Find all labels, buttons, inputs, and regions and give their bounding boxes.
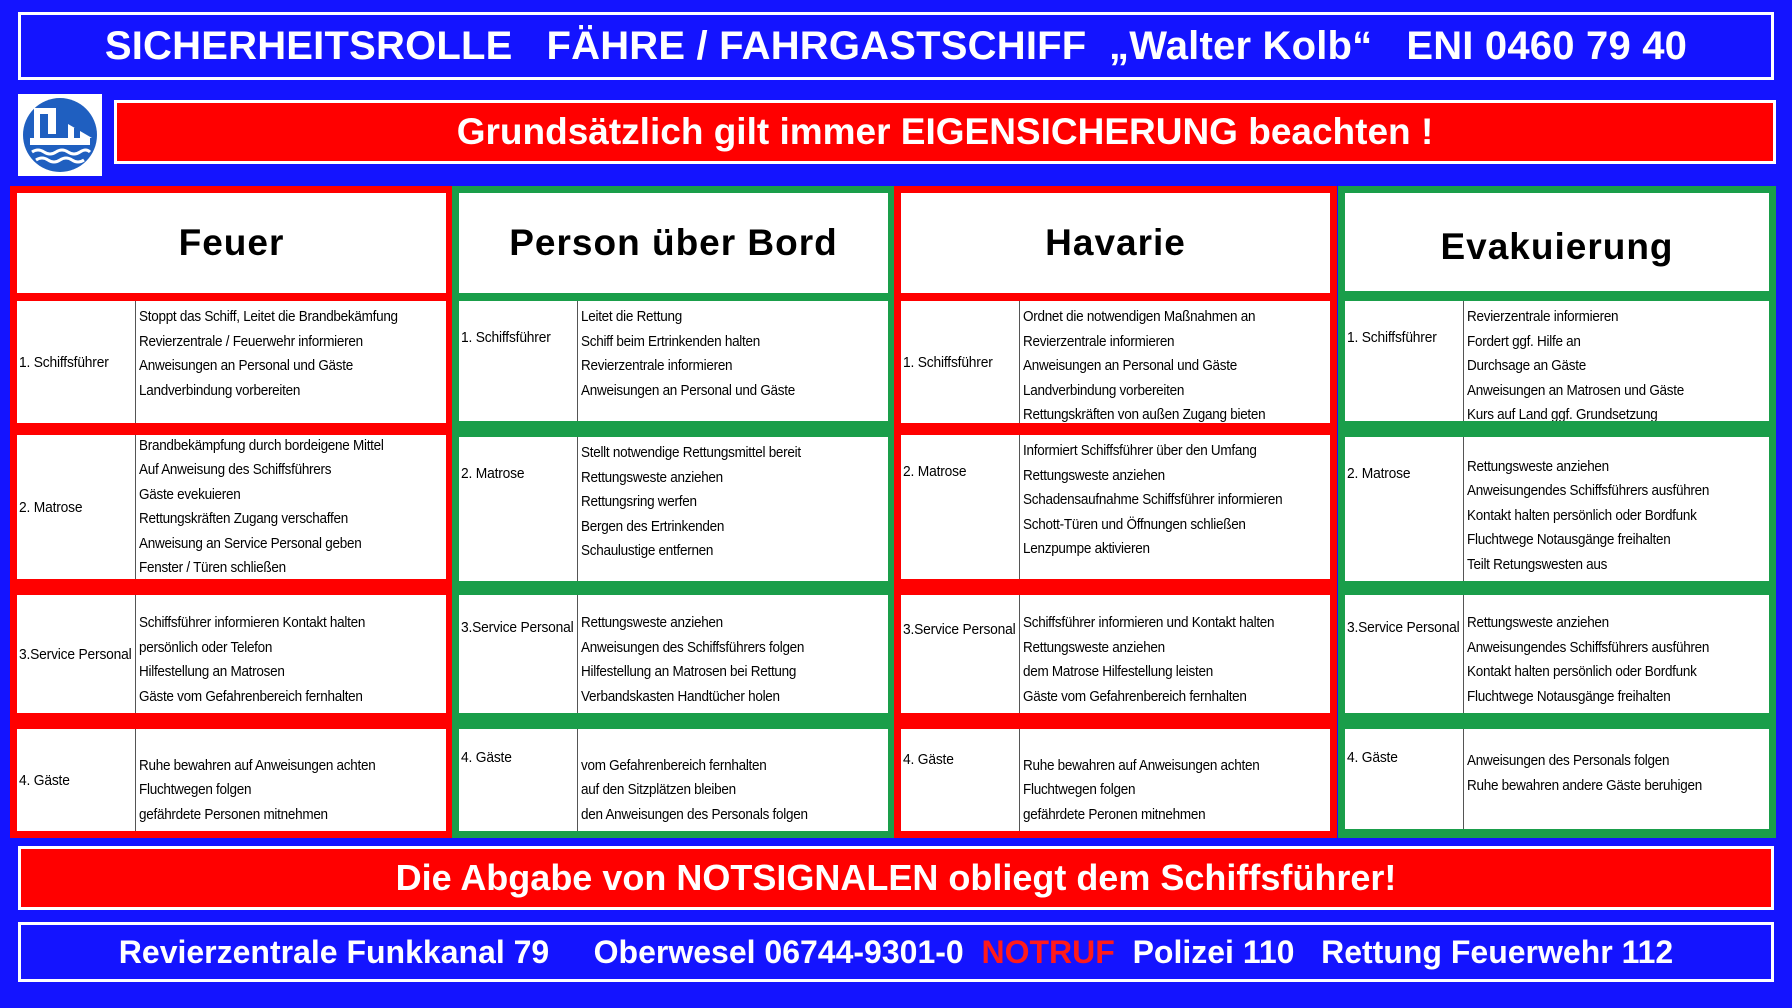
- panel-damage: [894, 186, 1337, 838]
- table-row: [1345, 595, 1769, 713]
- table-row: [901, 729, 1330, 831]
- task-list: Rettungsweste anziehen Anweisungendes Schiffsführers ausführen Kontakt halten persönlich oder Bordfunk Fluchtwege Notausgänge freihalten Teilt Retungswesten aus: [1467, 457, 1710, 573]
- task-list: Brandbekämpfung durch bordeigene Mittel Auf Anweisung des Schiffsführers Gäste evekuieren Rettungskräften Zugang verschaffen Anweisung an Service Personal geben Fenster / Türen schließen: [139, 436, 384, 576]
- task-list: Rettungsweste anziehen Anweisungen des Schiffsführers folgen Hilfestellung an Matrosen bei Rettung Verbandskasten Handtücher holen: [581, 614, 805, 705]
- table-row: [1345, 729, 1769, 829]
- table-row: [901, 435, 1330, 579]
- role-label: 1. Schiffsführer: [901, 301, 1020, 423]
- self-protection-warning: Grundsätzlich gilt immer EIGENSICHERUNG beachten !: [114, 100, 1776, 164]
- role-label: 3.Service Personal: [459, 595, 578, 713]
- task-list: Rettungsweste anziehen Anweisungendes Schiffsführers ausführen Kontakt halten persönlich oder Bordfunk Fluchtwege Notausgänge freihalten: [1467, 614, 1710, 705]
- emergency-contacts: [18, 922, 1774, 982]
- table-row: [901, 595, 1330, 713]
- table-row: [17, 595, 446, 713]
- task-list: Informiert Schiffsführer über den Umfang Rettungsweste anziehen Schadensaufnahme Schiffsführer informieren Schott-Türen und Öffnungen schließen Lenzpumpe aktivieren: [1023, 442, 1283, 557]
- panel-fire: [10, 186, 453, 838]
- panel-title: Havarie: [901, 193, 1330, 293]
- role-label: 1. Schiffsführer: [1345, 301, 1464, 421]
- contact-police-rescue: Polizei 110 Rettung Feuerwehr 112: [1114, 933, 1674, 970]
- role-label: 4. Gäste: [1345, 729, 1464, 829]
- role-label: 3.Service Personal: [1345, 595, 1464, 713]
- task-list: Ruhe bewahren auf Anweisungen achten Fluchtwegen folgen gefährdete Personen mitnehmen: [139, 756, 376, 823]
- distress-signal-notice: Die Abgabe von NOTSIGNALEN obliegt dem Schiffsführer!: [18, 846, 1774, 910]
- task-list: Schiffsführer informieren Kontakt halten persönlich oder Telefon Hilfestellung an Matrosen Gäste vom Gefahrenbereich fernhalten: [139, 614, 366, 705]
- emergency-label: NOTRUF: [981, 933, 1115, 970]
- task-list: Ordnet die notwendigen Maßnahmen an Revierzentrale informieren Anweisungen an Personal und Gäste Landverbindung vorbereiten Rettungskräften von außen Zugang bieten: [1023, 308, 1266, 423]
- role-label: 4. Gäste: [901, 729, 1020, 831]
- task-list: Anweisungen des Personals folgen Ruhe bewahren andere Gäste beruhigen: [1467, 752, 1702, 794]
- task-list: vom Gefahrenbereich fernhalten auf den Sitzplätzen bleiben den Anweisungen des Personals folgen: [581, 756, 808, 823]
- role-label: 4. Gäste: [17, 729, 136, 831]
- task-list: Leitet die Rettung Schiff beim Ertrinkenden halten Revierzentrale informieren Anweisungen an Personal und Gäste: [581, 308, 796, 399]
- table-row: [459, 301, 888, 421]
- task-list: Schiffsführer informieren und Kontakt halten Rettungsweste anziehen dem Matrose Hilfestellung leisten Gäste vom Gefahrenbereich fernhalten: [1023, 614, 1275, 705]
- panel-evacuation: [1338, 186, 1776, 838]
- contact-radio-phone: Revierzentrale Funkkanal 79 Oberwesel 06744-9301-0: [118, 933, 982, 970]
- task-list: Stoppt das Schiff, Leitet die Brandbekämfung Revierzentrale / Feuerwehr informieren Anweisungen an Personal und Gäste Landverbindung vorbereiten: [139, 308, 398, 399]
- table-row: [17, 301, 446, 423]
- role-label: 1. Schiffsführer: [17, 301, 136, 423]
- role-label: 2. Matrose: [1345, 437, 1464, 581]
- table-row: [901, 301, 1330, 423]
- task-list: Revierzentrale informieren Fordert ggf. Hilfe an Durchsage an Gäste Anweisungen an Matrosen und Gäste Kurs auf Land ggf. Grundsetzung: [1467, 308, 1684, 421]
- table-row: [459, 595, 888, 713]
- table-row: [459, 437, 888, 581]
- table-row: [17, 435, 446, 579]
- table-row: [17, 729, 446, 831]
- task-list: Ruhe bewahren auf Anweisungen achten Fluchtwegen folgen gefährdete Peronen mitnehmen: [1023, 756, 1260, 823]
- table-row: [1345, 301, 1769, 421]
- table-row: [1345, 437, 1769, 581]
- role-label: 3.Service Personal: [901, 595, 1020, 713]
- role-label: 1. Schiffsführer: [459, 301, 578, 421]
- panel-title: Evakuierung: [1345, 193, 1769, 291]
- panel-man-overboard: [452, 186, 895, 838]
- role-label: 4. Gäste: [459, 729, 578, 831]
- role-label: 2. Matrose: [901, 435, 1020, 579]
- panel-title: Feuer: [17, 193, 446, 293]
- role-label: 2. Matrose: [459, 437, 578, 581]
- page-title: SICHERHEITSROLLE FÄHRE / FAHRGASTSCHIFF „Walter Kolb“ ENI 0460 79 40: [18, 12, 1774, 80]
- role-label: 2. Matrose: [17, 435, 136, 579]
- role-label: 3.Service Personal: [17, 595, 136, 713]
- table-row: [459, 729, 888, 831]
- panel-title: Person über Bord: [459, 193, 888, 293]
- task-list: Stellt notwendige Rettungsmittel bereit Rettungsweste anziehen Rettungsring werfen Bergen des Ertrinkenden Schaulustige entfernen: [581, 444, 801, 559]
- ferry-icon: [18, 94, 102, 176]
